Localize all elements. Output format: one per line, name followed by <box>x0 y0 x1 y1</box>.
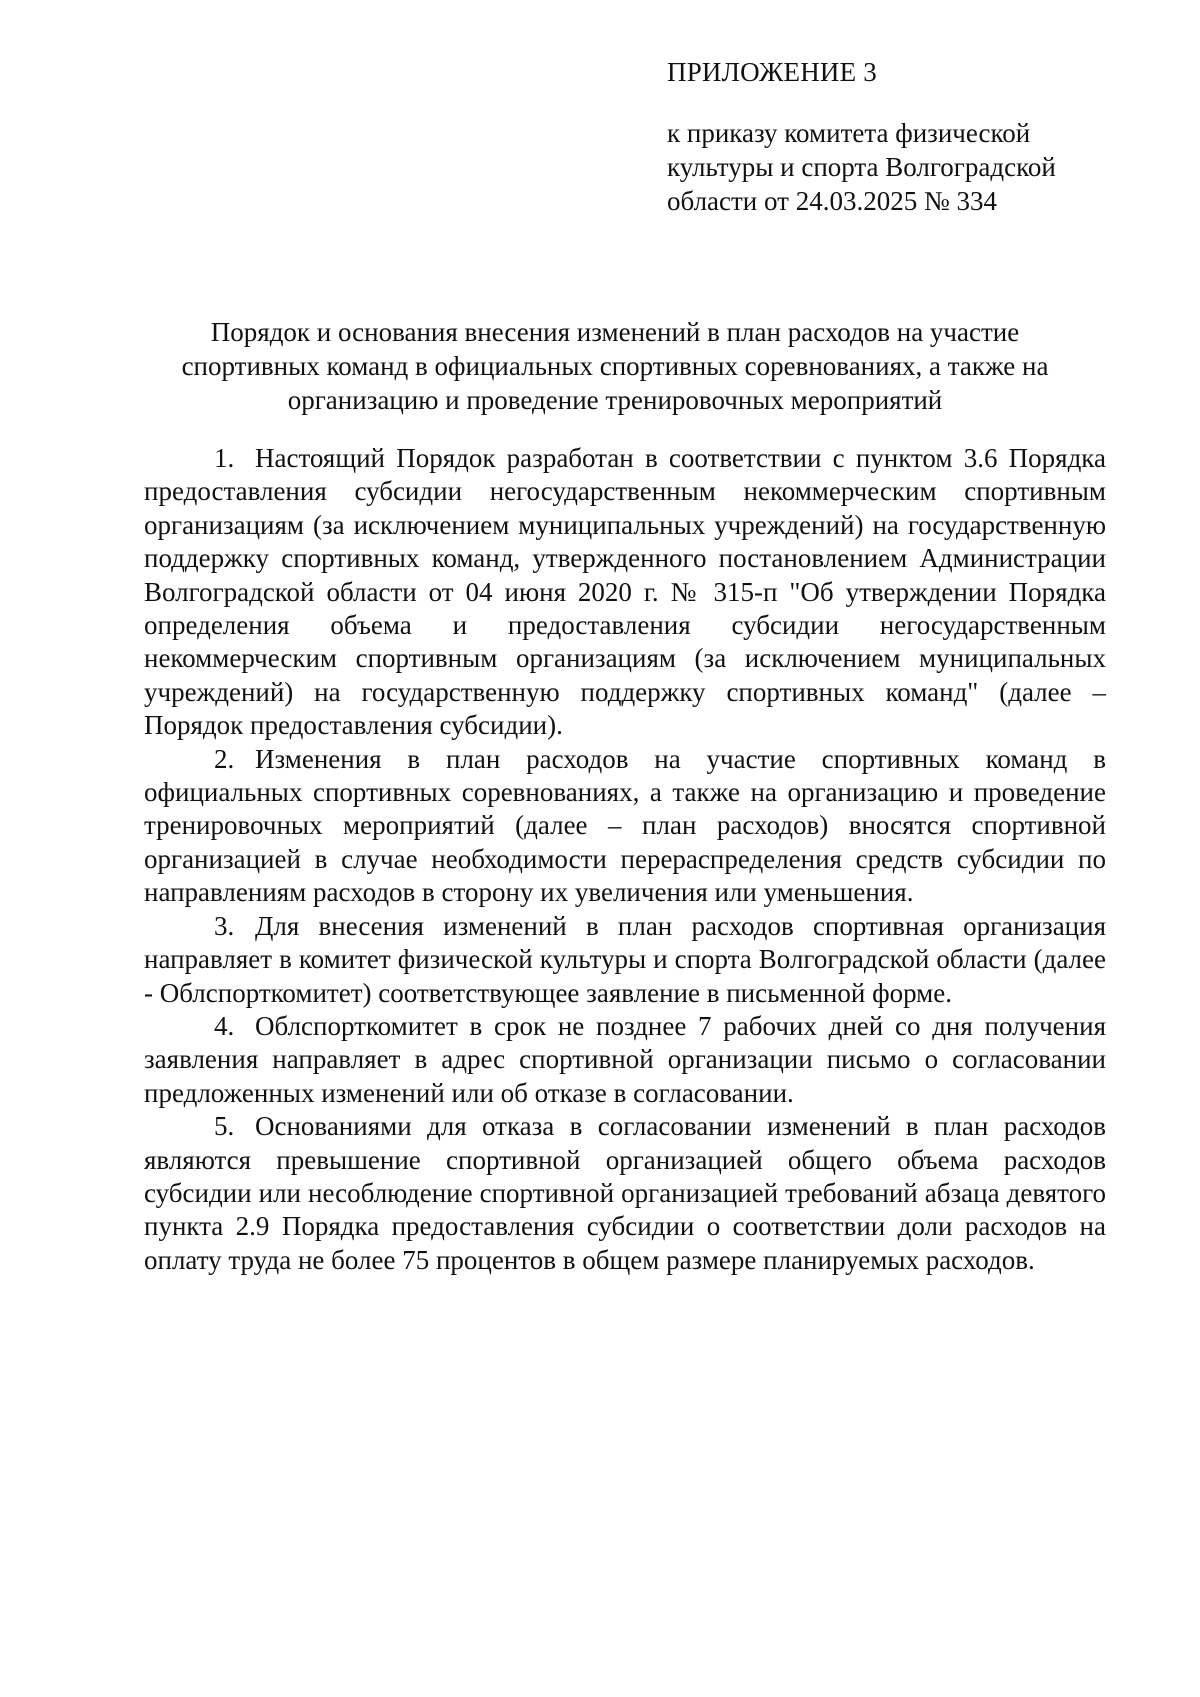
paragraph-5-number: 5. <box>214 1111 235 1142</box>
document-body <box>144 442 1106 1277</box>
paragraph-2-text: Изменения в план расходов на участие спортивных команд в официальных спортивных соревнованиях, а также на организацию и проведение тренировочных мероприятий (далее – план расходов) вносятся спортивной организацией в случае необходимости перераспределения средств субсидии по направлениям расходов в сторону их увеличения или уменьшения. <box>144 743 1106 908</box>
paragraph-3-text: Для внесения изменений в план расходов спортивная организация направляет в комитет физической культуры и спорта Волгоградской области (далее - Облспорткомитет) соответствующее заявление в письменной форме. <box>144 910 1106 1008</box>
paragraph-5-text: Основаниями для отказа в согласовании изменений в план расходов являются превышение спортивной организацией общего объема расходов субсидии или несоблюдение спортивной организацией требований абзаца девятого пункта 2.9 Порядка предоставления субсидии о соответствии доли расходов на оплату труда не более 75 процентов в общем размере планируемых расходов. <box>144 1111 1106 1275</box>
paragraph-3 <box>144 910 1106 1010</box>
document-title: Порядок и основания внесения изменений в план расходов на участие спортивных команд в официальных спортивных соревнованиях, а также на организацию и проведение тренировочных мероприятий <box>181 317 1049 415</box>
paragraph-4 <box>144 1010 1106 1110</box>
paragraph-2-number: 2. <box>214 743 235 774</box>
paragraph-5 <box>144 1110 1106 1277</box>
paragraph-1 <box>144 442 1106 743</box>
appendix-reference: к приказу комитета физической культуры и спорта Волгоградской области от 24.03.2025 № 334 <box>667 118 1056 216</box>
appendix-label: ПРИЛОЖЕНИЕ 3 <box>667 57 877 87</box>
paragraph-3-number: 3. <box>214 910 235 941</box>
paragraph-4-number: 4. <box>214 1010 235 1041</box>
paragraph-1-number: 1. <box>214 443 235 473</box>
paragraph-2 <box>144 743 1106 910</box>
appendix-header <box>667 55 1107 218</box>
paragraph-4-text: Облспорткомитет в срок не позднее 7 рабочих дней со дня получения заявления направляет в адрес спортивной организации письмо о согласовании предложенных изменений или об отказе в согласовании. <box>144 1010 1106 1108</box>
paragraph-1-text: Настоящий Порядок разработан в соответствии с пунктом 3.6 Порядка предоставления субсидии негосударственным некоммерческим спортивным организациям (за исключением муниципальных учреждений) на государственную поддержку спортивных команд, утвержденного постановлением Администрации Волгоградской области от 04 июня 2020 г. № 315-п "Об утверждении Порядка определения объема и предоставления субсидии негосударственным некоммерческим спортивным организациям (за исключением муниципальных учреждений) на государственную поддержку спортивных команд" (далее – Порядок предоставления субсидии). <box>144 443 1106 741</box>
